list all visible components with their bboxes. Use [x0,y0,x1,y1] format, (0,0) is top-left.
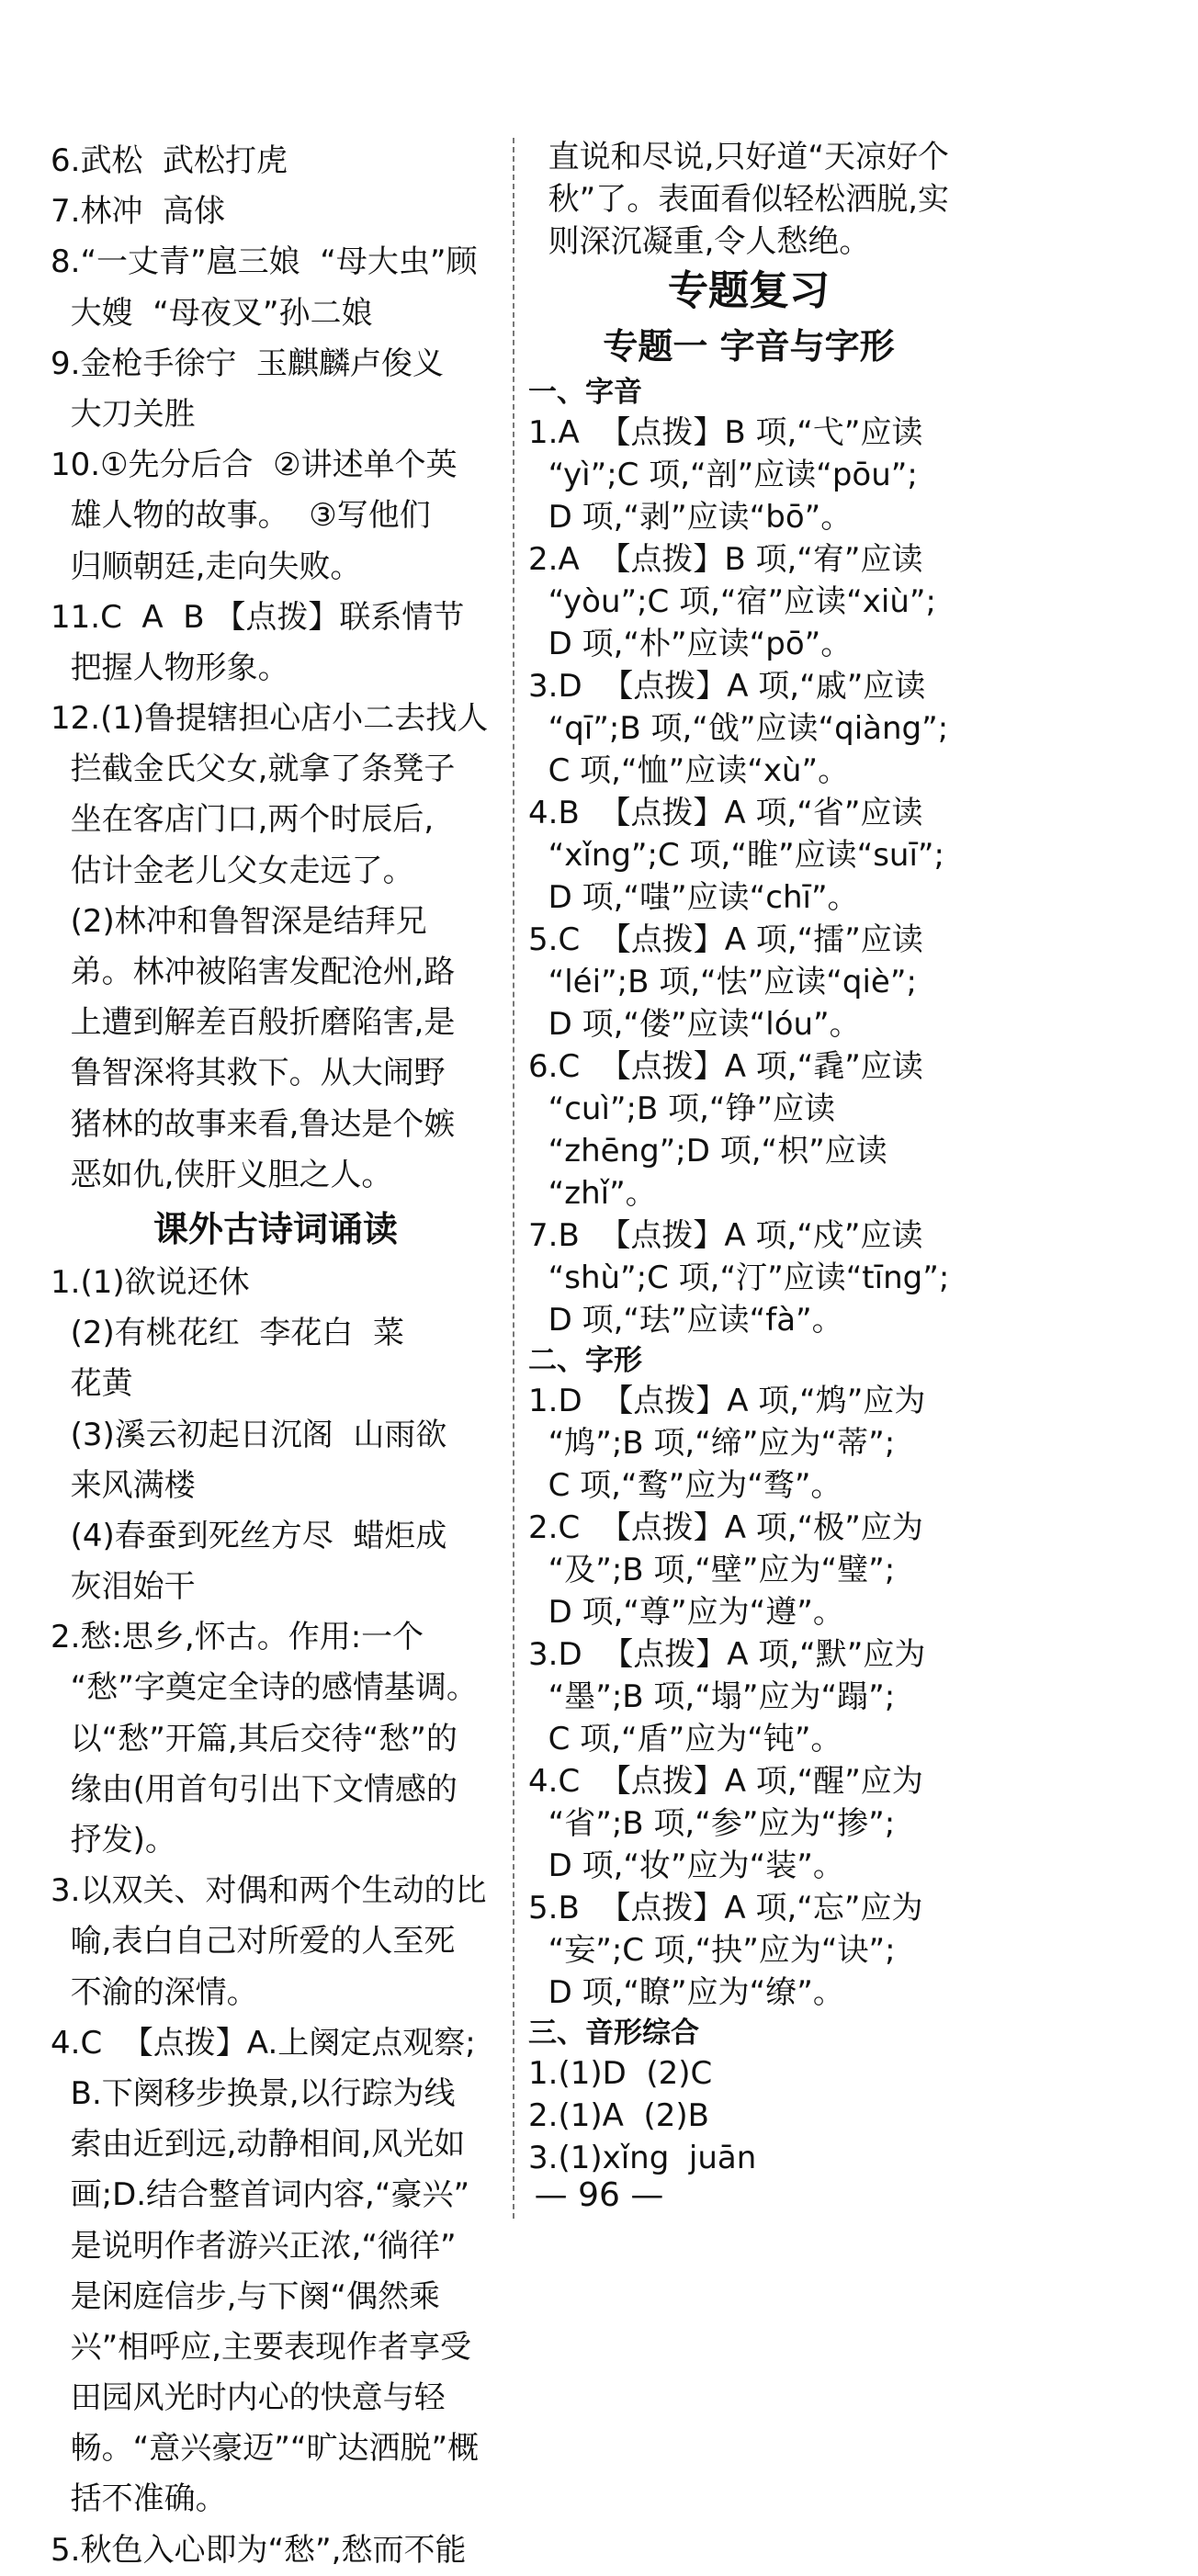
text-line: (2)林冲和鲁智深是结拜兄 [51,902,427,940]
text-line: D 项,“妆”应为“装”。 [528,1847,844,1884]
text-line: 画;D.结合整首词内容,“豪兴” [51,2176,470,2214]
text-line: 3.D 【点拨】A 项,“戚”应读 [528,668,926,705]
text-line: 雄人物的故事。 ③写他们 [51,497,431,535]
text-line: “墨”;B 项,“塌”应为“蹋”; [528,1678,896,1715]
text-line: 3.以双关、对偶和两个生动的比 [51,1872,487,1910]
glyph-answers [528,1380,969,2014]
left-section-heading: 课外古诗词诵读 [153,1208,398,1249]
text-line: 坐在客店门口,两个时辰后, [51,801,435,839]
text-line: 5.C 【点拨】A 项,“擂”应读 [528,921,923,958]
text-line: 猪林的故事来看,鲁达是个嫉 [51,1105,456,1143]
text-line: 1.(1)欲说还休 [51,1263,250,1301]
text-line: C 项,“恤”应读“xù”。 [528,752,850,789]
text-line: “省”;B 项,“参”应为“掺”; [528,1805,896,1842]
text-line: 12.(1)鲁提辖担心店小二去找人 [51,700,489,738]
text-line: “zhǐ”。 [528,1175,657,1212]
text-line: 3.(1)xǐng juān [528,2140,757,2176]
text-line: 弟。林冲被陷害发配沧州,路 [51,954,456,990]
text-line: 秋”了。表面看似轻松洒脱,实 [528,181,950,218]
text-line: C 项,“鹜”应为“骛”。 [528,1467,842,1504]
review-heading: 专题复习 [668,267,830,314]
text-line: 1.D 【点拨】A 项,“鸩”应为 [528,1383,926,1419]
text-line: 2.A 【点拨】B 项,“宥”应读 [528,541,923,578]
text-line: 2.(1)A (2)B [528,2097,709,2134]
text-line: 括不准确。 [51,2480,227,2518]
text-line: 5.B 【点拨】A 项,“忘”应为 [528,1890,923,1926]
text-line: (4)春蚕到死丝方尽 蜡炬成 [51,1517,447,1554]
text-line: 5.秋色入心即为“愁”,愁而不能 [51,2531,467,2569]
text-line: 8.“一丈青”扈三娘 “母大虫”顾 [51,243,478,281]
text-line: 缘由(用首句引出下文情感的 [51,1770,458,1808]
pronunciation-answers [528,412,969,1341]
text-line: D 项,“偻”应读“lóu”。 [528,1006,861,1043]
text-line: “yòu”;C 项,“宿”应读“xiù”; [528,583,936,620]
text-line: 抒发)。 [51,1822,176,1859]
text-line: 拦截金氏父女,就拿了条凳子 [51,751,456,788]
text-line: 2.C 【点拨】A 项,“极”应为 [528,1509,923,1546]
text-line: 9.金枪手徐宁 玉麒麟卢俊义 [51,345,445,382]
text-line: B.下阕移步换景,以行踪为线 [51,2074,456,2112]
text-line: “鸠”;B 项,“缔”应为“蒂”; [528,1425,896,1462]
text-line: 1.A 【点拨】B 项,“弋”应读 [528,414,923,451]
section-heading-pronunciation: 一、字音 [528,376,642,409]
right-continued-text [528,136,969,263]
text-line: 把握人物形象。 [51,649,289,686]
combined-answers [528,2052,969,2179]
text-line: 不渝的深情。 [51,1973,258,2011]
text-line: 3.D 【点拨】A 项,“默”应为 [528,1636,926,1673]
text-line: 上遭到解差百般折磨陷害,是 [51,1004,456,1042]
text-line: D 项,“珐”应读“fà”。 [528,1302,843,1339]
text-line: “shù”;C 项,“汀”应读“tīng”; [528,1260,950,1296]
text-line: 4.C 【点拨】A.上阕定点观察; [51,2024,476,2062]
text-line: 喻,表白自己对所爱的人至死 [51,1923,456,1960]
text-line: 畅。“意兴豪迈”“旷达洒脱”概 [51,2430,480,2468]
section-heading-glyph: 二、字形 [528,1344,642,1377]
text-line: “愁”字奠定全诗的感情基调。 [51,1669,478,1707]
text-line: D 项,“嗤”应读“chī”。 [528,879,859,916]
text-line: 来风满楼 [51,1466,196,1504]
text-line: 直说和尽说,只好道“天凉好个 [528,139,950,175]
text-line: 以“愁”开篇,其后交待“愁”的 [51,1720,458,1757]
text-line: D 项,“尊”应为“遵”。 [528,1594,844,1631]
text-line: 估计金老儿父女走远了。 [51,852,414,889]
text-line: 6.武松 武松打虎 [51,142,288,179]
right-column [528,136,969,2179]
left-poetry-answers [51,1258,501,2576]
text-line: 1.(1)D (2)C [528,2055,713,2092]
section-heading-combined: 三、音形综合 [528,2017,699,2050]
text-line: 索由近到远,动静相间,风光如 [51,2126,466,2164]
text-line: 6.C 【点拨】A 项,“毳”应读 [528,1048,923,1085]
text-line: 是闲庭信步,与下阕“偶然乘 [51,2277,441,2315]
text-line: 大嫂 “母夜叉”孙二娘 [51,294,373,332]
text-line: 4.B 【点拨】A 项,“省”应读 [528,795,923,831]
text-line: (3)溪云初起日沉阁 山雨欲 [51,1416,447,1453]
text-line: “及”;B 项,“壁”应为“璧”; [528,1552,896,1588]
text-line: 鲁智深将其救下。从大闹野 [51,1055,446,1092]
text-line: 2.愁:思乡,怀古。作用:一个 [51,1619,424,1656]
text-line: D 项,“剥”应读“bō”。 [528,499,853,536]
text-line: C 项,“盾”应为“钝”。 [528,1721,842,1757]
text-line: D 项,“瞭”应为“缭”。 [528,1974,844,2011]
text-line: (2)有桃花红 李花白 菜 [51,1315,405,1352]
text-line: 4.C 【点拨】A 项,“醒”应为 [528,1763,923,1800]
text-line: “xǐng”;C 项,“睢”应读“suī”; [528,837,944,874]
text-line: 10.①先分后合 ②讲述单个英 [51,446,458,484]
text-line: “zhēng”;D 项,“枳”应读 [528,1133,887,1169]
text-line: “yì”;C 项,“剖”应读“pōu”; [528,457,918,493]
text-line: 7.B 【点拨】A 项,“戍”应读 [528,1217,923,1254]
text-line: 灰泪始干 [51,1568,196,1606]
topic-heading: 专题一 字音与字形 [603,326,895,367]
text-line: 归顺朝廷,走向失败。 [51,548,362,585]
text-line: 恶如仇,侠肝义胆之人。 [51,1156,393,1193]
text-line: 花黄 [51,1365,133,1403]
text-line: D 项,“朴”应读“pō”。 [528,626,853,662]
text-line: 大刀关胜 [51,395,196,433]
text-line: 则深沉凝重,令人愁绝。 [528,223,871,260]
left-answers [51,136,501,1201]
text-line: “cuì”;B 项,“铮”应读 [528,1090,836,1127]
text-line: 是说明作者游兴正浓,“徜徉” [51,2227,457,2265]
page-number: — 96 — [534,2176,664,2214]
text-line: “妄”;C 项,“抉”应为“诀”; [528,1932,896,1969]
text-line: 田园风光时内心的快意与轻 [51,2379,446,2417]
text-line: 兴”相呼应,主要表现作者享受 [51,2328,472,2366]
text-line: 11.C A B 【点拨】联系情节 [51,598,465,636]
text-line: “léi”;B 项,“怯”应读“qiè”; [528,964,917,1000]
text-line: 7.林冲 高俅 [51,193,226,231]
column-divider [513,138,514,2219]
text-line: “qī”;B 项,“戗”应读“qiàng”; [528,710,949,747]
